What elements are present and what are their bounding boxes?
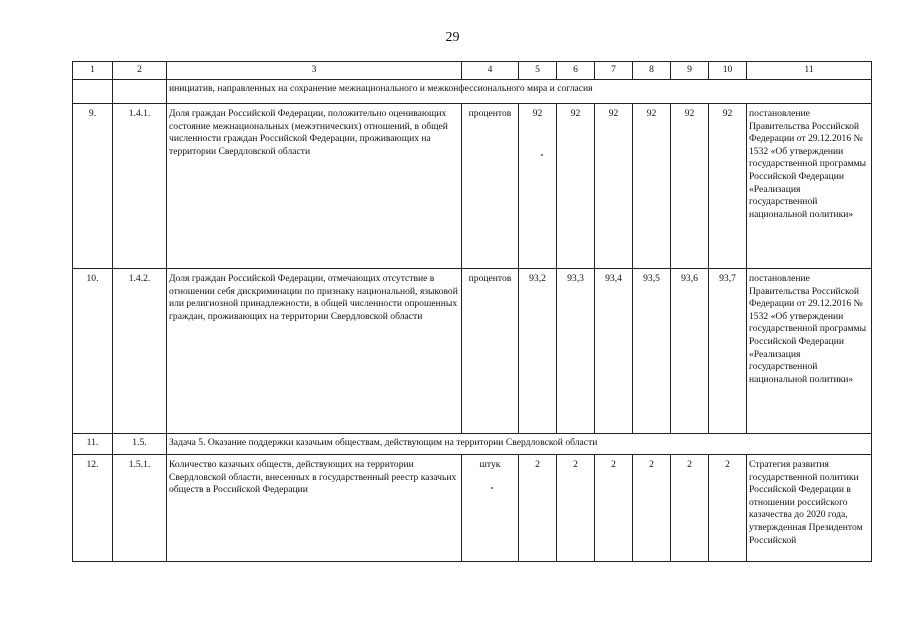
scan-speck bbox=[491, 487, 493, 489]
row-value: 2 bbox=[633, 455, 671, 562]
empty-cell bbox=[113, 80, 167, 104]
table-row bbox=[73, 455, 872, 562]
row-value: 93,3 bbox=[557, 269, 595, 434]
row-code: 1.5.1. bbox=[113, 455, 167, 562]
scan-speck bbox=[541, 154, 543, 156]
header-cell: 2 bbox=[113, 62, 167, 80]
row-source: постановление Правительства Российской Федерации от 29.12.2016 № 1532 «Об утверждении государственной программы Российской Федерации «Реализация государственной национальной политики» bbox=[747, 104, 872, 269]
row-value: 92 bbox=[557, 104, 595, 269]
row-value: 93,5 bbox=[633, 269, 671, 434]
row-number: 11. bbox=[73, 434, 113, 455]
row-number: 10. bbox=[73, 269, 113, 434]
row-indicator: Доля граждан Российской Федерации, положительно оценивающих состояние межнациональных (межэтнических) отношений, в общей численности граждан Российской Федерации, проживающих на территории Свердловской области bbox=[167, 104, 462, 269]
row-unit: процентов bbox=[462, 104, 519, 269]
row-value: 2 bbox=[595, 455, 633, 562]
header-cell: 5 bbox=[519, 62, 557, 80]
header-cell: 11 bbox=[747, 62, 872, 80]
row-value: 93,7 bbox=[709, 269, 747, 434]
page-number: 29 bbox=[445, 30, 460, 45]
header-row bbox=[73, 62, 872, 80]
row-value: 92 bbox=[633, 104, 671, 269]
row-code: 1.5. bbox=[113, 434, 167, 455]
row-value: 2 bbox=[519, 455, 557, 562]
row-code: 1.4.1. bbox=[113, 104, 167, 269]
header-cell: 4 bbox=[462, 62, 519, 80]
row-indicator: Количество казачьих обществ, действующих на территории Свердловской области, внесенных в государственный реестр казачьих обществ в Российской Федерации bbox=[167, 455, 462, 562]
row-code: 1.4.2. bbox=[113, 269, 167, 434]
table-row bbox=[73, 104, 872, 269]
header-cell: 9 bbox=[671, 62, 709, 80]
header-cell: 8 bbox=[633, 62, 671, 80]
continuation-text: инициатив, направленных на сохранение межнационального и межконфессионального мира и согласия bbox=[167, 80, 872, 104]
row-value: 2 bbox=[709, 455, 747, 562]
row-value: 92 bbox=[709, 104, 747, 269]
header-cell: 1 bbox=[73, 62, 113, 80]
row-value: 2 bbox=[557, 455, 595, 562]
header-cell: 3 bbox=[167, 62, 462, 80]
row-source: постановление Правительства Российской Федерации от 29.12.2016 № 1532 «Об утверждении государственной программы Российской Федерации «Реализация государственной национальной политики» bbox=[747, 269, 872, 434]
row-number: 12. bbox=[73, 455, 113, 562]
empty-cell bbox=[73, 80, 113, 104]
row-unit: процентов bbox=[462, 269, 519, 434]
header-cell: 7 bbox=[595, 62, 633, 80]
row-value: 93,6 bbox=[671, 269, 709, 434]
row-indicator: Доля граждан Российской Федерации, отмечающих отсутствие в отношении себя дискриминации по признаку национальной, языковой или религиозной принадлежности, в общей численности опрошенных граждан, проживающих на территории Свердловской области bbox=[167, 269, 462, 434]
row-value: 93,2 bbox=[519, 269, 557, 434]
row-value: 92 bbox=[519, 104, 557, 269]
row-unit: штук bbox=[462, 455, 519, 562]
continuation-row bbox=[73, 80, 872, 104]
row-value: 2 bbox=[671, 455, 709, 562]
task-title: Задача 5. Оказание поддержки казачьим обществам, действующим на территории Свердловской области bbox=[167, 434, 872, 455]
header-cell: 6 bbox=[557, 62, 595, 80]
header-cell: 10 bbox=[709, 62, 747, 80]
table-row bbox=[73, 269, 872, 434]
indicators-table bbox=[72, 61, 872, 562]
row-number: 9. bbox=[73, 104, 113, 269]
row-value: 92 bbox=[595, 104, 633, 269]
row-value: 93,4 bbox=[595, 269, 633, 434]
row-value: 92 bbox=[671, 104, 709, 269]
row-source: Стратегия развития государственной политики Российской Федерации в отношении российского казачества до 2020 года, утвержденная Президентом Российской bbox=[747, 455, 872, 562]
task-row bbox=[73, 434, 872, 455]
